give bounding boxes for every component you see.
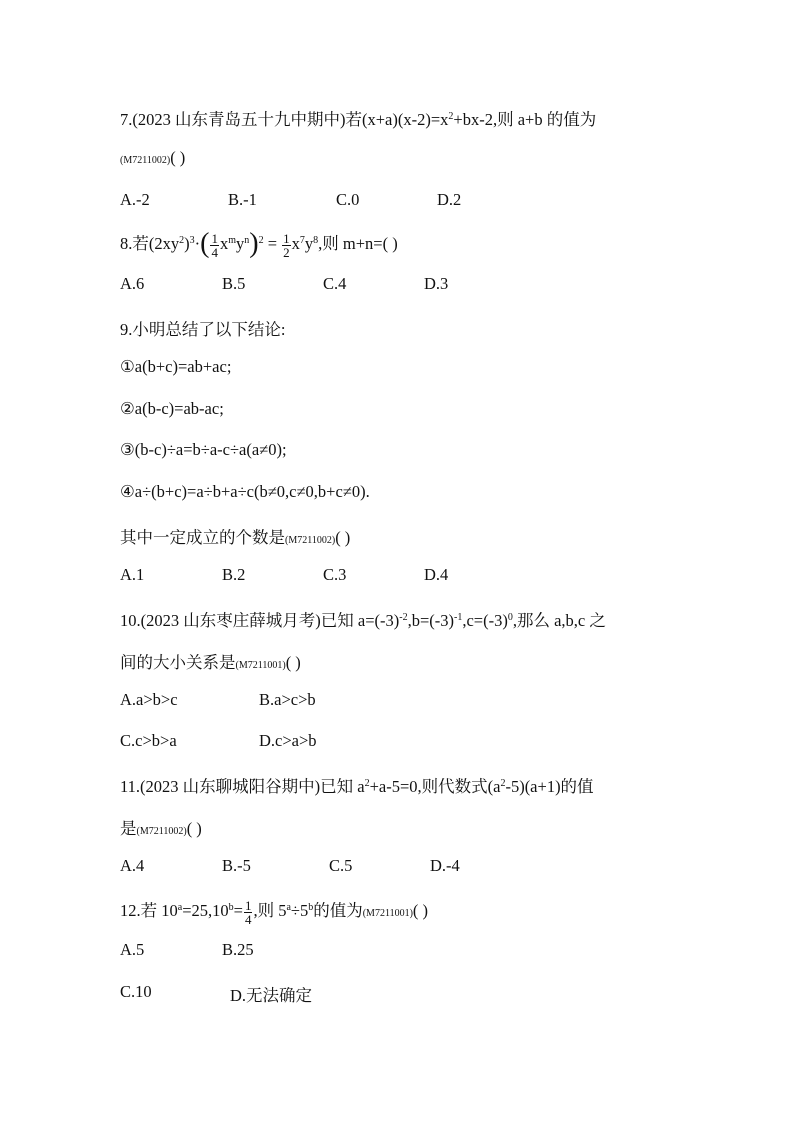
q10-stem-line2: 间的大小关系是(M7211001)( ) [120,653,301,672]
q10-option-d: D.c>a>b [259,731,317,750]
q9-option-b: B.2 [222,565,246,584]
q11-option-b: B.-5 [222,856,251,875]
question-code: (M7211002) [120,155,171,166]
answer-paren: ( ) [186,819,202,838]
q7-code-line [120,148,185,168]
q9-item-3: ③(b-c)÷a=b÷a-c÷a(a≠0); [120,440,287,459]
q10-stem: 10.(2023 山东枣庄薛城月考)已知 $a=(-3)^{-2},b=(-3)^{-1},c=(-3)^0$,那么 a,b,c 之 [120,611,606,630]
q11-option-a: A.4 [120,856,145,875]
fraction: $\frac{1}{2}$ [283,230,290,260]
q12-stem: 12.若 $10^a=25,10^b=$ $\frac{1}{4}$ ,则 $5^a\div 5^b$的值为(M7211001)( ) [120,897,429,927]
q9-question: 其中一定成立的个数是(M7211002)( ) [120,528,351,547]
fraction: $\frac{1}{4}$ [211,230,218,260]
q9-option-a: A.1 [120,565,145,584]
q12-option-c: C.10 [120,982,152,1001]
answer-paren: ( ) [170,148,186,167]
q11-option-d: D.-4 [430,856,460,875]
q8-option-a: A.6 [120,274,145,293]
question-code: (M7211001) [235,660,286,671]
q8-option-c: C.4 [323,274,347,293]
q10-option-c: C.c>b>a [120,731,177,750]
answer-paren: ( ) [285,653,301,672]
question-code: (M7211002) [136,826,187,837]
q8-stem: 8.若$(2xy^2)^3\cdot$( $\frac{1}{4}$ $x^my^n)^2$ = $\frac{1}{2}$ $x^7y^8$,则 m+n=( ) [120,228,398,260]
q11-option-c: C.5 [329,856,353,875]
q9-option-d: D.4 [424,565,449,584]
q10-option-b: B.a>c>b [259,690,316,709]
q12-option-b: B.25 [222,940,254,959]
q7-stem: 7.(2023 山东青岛五十九中期中)若$(x+a)(x-2)=x^2+bx-2$,则 a+b 的值为 [120,110,597,129]
q11-stem: 11.(2023 山东聊城阳谷期中)已知 $a^2+a-5=0$,则代数式$(a^2-5)(a+1)$的值 [120,777,594,796]
q8-option-d: D.3 [424,274,449,293]
q7-option-c: C.0 [336,190,360,209]
q12-option-a: A.5 [120,940,145,959]
q9-title: 9.小明总结了以下结论: [120,320,286,339]
q8-option-b: B.5 [222,274,246,293]
q10-option-a: A.a>b>c [120,690,178,709]
q9-item-2: ②a(b-c)=ab-ac; [120,399,224,418]
answer-paren: ( ) [335,528,351,547]
q9-option-c: C.3 [323,565,347,584]
q7-option-a: A.-2 [120,190,150,209]
q9-item-1: ①a(b+c)=ab+ac; [120,357,232,376]
question-code: (M7211002) [285,535,336,546]
question-code: (M7211001) [362,908,413,919]
q11-stem-line2: 是(M7211002)( ) [120,819,202,838]
q9-item-4: ④a÷(b+c)=a÷b+a÷c(b≠0,c≠0,b+c≠0). [120,482,370,501]
q7-option-d: D.2 [437,190,462,209]
answer-paren: ( ) [412,901,429,920]
fraction: $\frac{1}{4}$ [244,897,252,927]
q12-option-d: D.无法确定 [230,986,313,1005]
q7-option-b: B.-1 [228,190,257,209]
